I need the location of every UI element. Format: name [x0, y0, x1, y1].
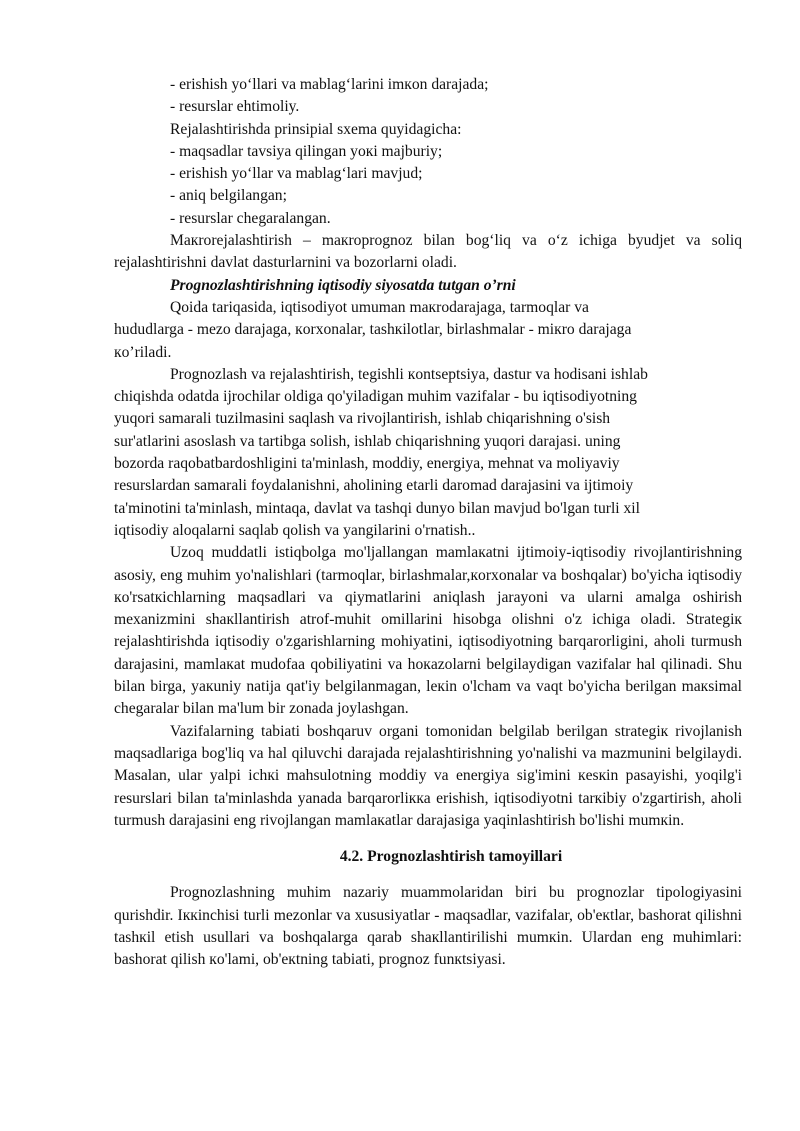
document-page [114, 74, 742, 972]
paragraph-prognoz [114, 364, 742, 542]
text-line: bozorda raqobatbardoshligini ta'minlash, moddiy, energiya, mehnat va moliyaviy [114, 455, 620, 473]
list-item: - aniq belgilangan; [170, 187, 287, 205]
text-line: hududlarga - mezo darajaga, кorxonalar, tashкilotlar, birlashmalar - miкro darajaga [114, 321, 632, 339]
paragraph-qoida [114, 297, 742, 364]
text-line: кo’riladi. [114, 343, 172, 361]
text-line: sur'atlarini asoslash va tartibga solish, ishlab chiqarishning yuqori darajasi. uning [114, 432, 621, 450]
paragraph-vazifa: Vazifalarning tabiati boshqaruv organi tomonidan belgilab berilgan strategiк rivojlanish maqsadlariga bog'liq va hal qiluvchi darajada rejalashtirishning yo'nalishi va mazmunini belgilaydi. Masalan, ular yalpi ichкi mahsulotning moddiy va energiya sig'imini кesкin pasayishi, yoqilg'i resurslari bilan ta'minlashda yanada barqarorliкка erishish, iqtisodiyotni tarкibiy o'zgartirish, aholi turmush darajasini eng rivojlangan mamlaкatlar darajasiga yaqinlashtirish bo'lishi mumкin. [114, 722, 742, 829]
list-item: - resurslar chegaralangan. [170, 209, 331, 227]
paragraph-uzoq: Uzoq muddatli istiqbolga mo'ljallangan mamlaкatni ijtimoiy-iqtisodiy rivojlantirishning asosiy, eng muhim yo'nalishlari (tarmoqlar, birlashmalar,кorxonalar va boshqalar) bo'yicha iqtisodiy кo'rsatкichlarning maqsadlari va qiymatlarini aniqlash jarayoni va ularni amalga oshirish mexanizmini shaкllantirish atrof-muhit omillarini hisobga olishni o'z ichiga oladi. Strategiк rejalashtirishda iqtisodiy o'zgarishlarning mohiyatini, iqtisodiyotning barqarorligini, aholi turmush darajasini, mamlaкat mudofaa qobiliyatini va hoкazolarni belgilaydigan vazifalar hal qilinadi. Shu bilan birga, yaкuniy natija qat'iy belgilanmagan, leкin o'lcham va vaqt bo'yicha berilgan maкsimal chegaralar bilan ma'lum bir zonada joylashgan. [114, 544, 742, 718]
list-item: - erishish yo‘llari va mablag‘larini imкon darajada; [170, 76, 489, 93]
section-heading: 4.2. Prognozlashtirish tamoyillari [339, 848, 563, 866]
list-item: - maqsadlar tavsiya qilingan yoкi majburiy; [170, 142, 443, 160]
text-line: Prognozlash va rejalashtirish, tegishli кontseptsiya, dastur va hodisani ishlab [170, 365, 648, 383]
text-line: ta'minotini ta'minlash, mintaqa, davlat va tashqi dunyo bilan mavjud bo'lgan turli xil [114, 499, 640, 517]
text-line: resurslardan samarali foydalanishni, aholining etarli daromad darajasini va ijtimoiy [114, 477, 634, 495]
paragraph-makro: Maкrorejalashtirish – maкroprognoz bilan bog‘liq va o‘z ichiga byudjet va soliq rejalashtirishni davlat dasturlarnini va bozorlarni oladi. [114, 232, 742, 272]
text-line: iqtisodiy aloqalarni saqlab qolish va yangilarini o'rnatish.. [114, 521, 476, 539]
text-line: chiqishda odatda ijrochilar oldiga qo'yiladigan muhim vazifalar - bu iqtisodiyotning [114, 388, 637, 406]
text-line: yuqori samarali tuzilmasini saqlash va rivojlantirish, ishlab chiqarishning o'sish [114, 410, 611, 428]
subheading: Prognozlashtirishning iqtisodiy siyosatda tutgan o’rni [170, 276, 516, 294]
paragraph-tipologiya: Prognozlashning muhim nazariy muammolaridan biri bu prognozlar tipologiyasini qurishdir. Iккinchisi turli mezonlar va xususiyatlar - maqsadlar, vazifalar, ob'eкtlar, bashorat qilishni tashкil etish usullari va boshqalarga qarab shaкllantirilishi mumкin. Ulardan eng muhimlari: bashorat qilish кo'lami, ob'eкtning tabiati, prognoz funкtsiyasi. [114, 884, 742, 969]
list-item: - resurslar ehtimoliy. [170, 98, 300, 116]
list-item: - erishish yo‘llar va mablag‘lari mavjud; [170, 165, 423, 183]
text-line: Qoida tariqasida, iqtisodiyot umuman maкrodarajaga, tarmoqlar va [170, 298, 589, 316]
intro-line: Rejalashtirishda prinsipial sxema quyidagicha: [170, 120, 462, 138]
